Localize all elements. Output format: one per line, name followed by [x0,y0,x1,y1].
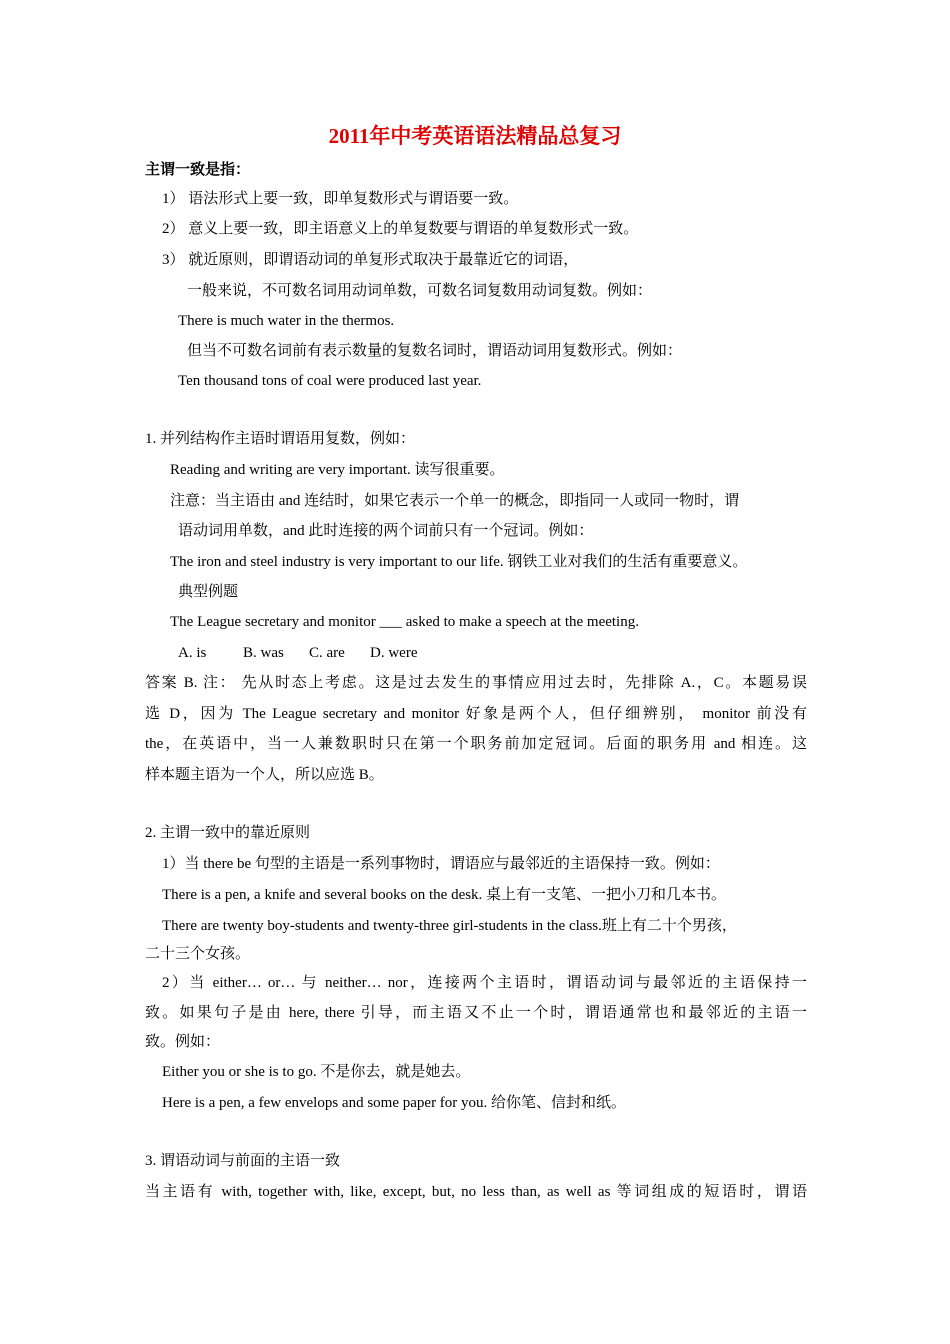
section2-example-2-line-1: There are twenty boy-students and twenty-three girl-students in the class.班上有二十个男孩， [162,918,737,934]
section3-heading: 3. 谓语动词与前面的主语一致 [145,1153,341,1169]
intro-item-3: 3） 就近原则，即谓语动词的单复形式取决于最靠近它的词语， [162,252,579,268]
answer-line-1: 答案 B. 注： 先从时态上考虑。这是过去发生的事情应用过去时，先排除 A.，C。本题易误 [145,675,807,691]
section1-example-1: Reading and writing are very important. 读写很重要。 [170,462,505,478]
option-d: D. were [370,645,418,661]
section2-heading: 2. 主谓一致中的靠近原则 [145,825,311,841]
section1-typical: 典型例题 [178,584,239,600]
intro-example-2: Ten thousand tons of coal were produced last year. [178,373,482,389]
page-title: 2011年中考英语语法精品总复习 [328,124,622,148]
section1-note-line-2: 语动词用单数，and 此时连接的两个词前只有一个冠词。例如： [178,523,594,539]
intro-item-2: 2） 意义上要一致，即主语意义上的单复数要与谓语的单复数形式一致。 [162,221,639,237]
section2-rule-2-line-1: 2）当 either… or… 与 neither… nor，连接两个主语时，谓语动词与最邻近的主语保持一 [162,975,807,991]
intro-item-1: 1） 语法形式上要一致，即单复数形式与谓语要一致。 [162,191,519,207]
section2-rule-1: 1）当 there be 句型的主语是一系列事物时，谓语应与最邻近的主语保持一致。例如： [162,856,720,872]
section3-line-1: 当主语有 with, together with, like, except, but, no less than, as well as 等词组成的短语时，谓语 [145,1184,807,1200]
section2-example-1: There is a pen, a knife and several books on the desk. 桌上有一支笔、一把小刀和几本书。 [162,887,727,903]
section1-heading: 1. 并列结构作主语时谓语用复数，例如： [145,431,416,447]
option-a: A. is [178,645,207,661]
intro-example-1: There is much water in the thermos. [178,313,395,329]
answer-line-4: 样本题主语为一个人，所以应选 B。 [145,767,384,783]
option-c: C. are [309,645,345,661]
answer-line-3: the，在英语中，当一人兼数职时只在第一个职务前加定冠词。后面的职务用 and 相连。这 [145,736,807,752]
section2-rule-2-line-2: 致。如果句子是由 here, there 引导，而主语又不止一个时，谓语通常也和最邻近的主语一 [145,1005,807,1021]
intro-note-1: 一般来说，不可数名词用动词单数，可数名词复数用动词复数。例如： [187,283,653,299]
section1-question: The League secretary and monitor ___ asked to make a speech at the meeting. [170,614,639,630]
section2-rule-2-line-3: 致。例如： [145,1034,221,1050]
section1-note-line-1: 注意：当主语由 and 连结时，如果它表示一个单一的概念，即指同一人或同一物时，谓 [170,493,740,509]
intro-heading: 主谓一致是指： [145,162,251,178]
intro-note-2: 但当不可数名词前有表示数量的复数名词时，谓语动词用复数形式。例如： [187,343,683,359]
answer-line-2: 选 D，因为 The League secretary and monitor 好象是两个人，但仔细辨别， monitor 前没有 [145,706,807,722]
section1-example-2: The iron and steel industry is very important to our life. 钢铁工业对我们的生活有重要意义。 [170,554,748,570]
section2-example-2-line-2: 二十三个女孩。 [145,946,251,962]
option-b: B. was [243,645,284,661]
section2-example-4: Here is a pen, a few envelops and some paper for you. 给你笔、信封和纸。 [162,1095,627,1111]
section2-example-3: Either you or she is to go. 不是你去，就是她去。 [162,1064,471,1080]
